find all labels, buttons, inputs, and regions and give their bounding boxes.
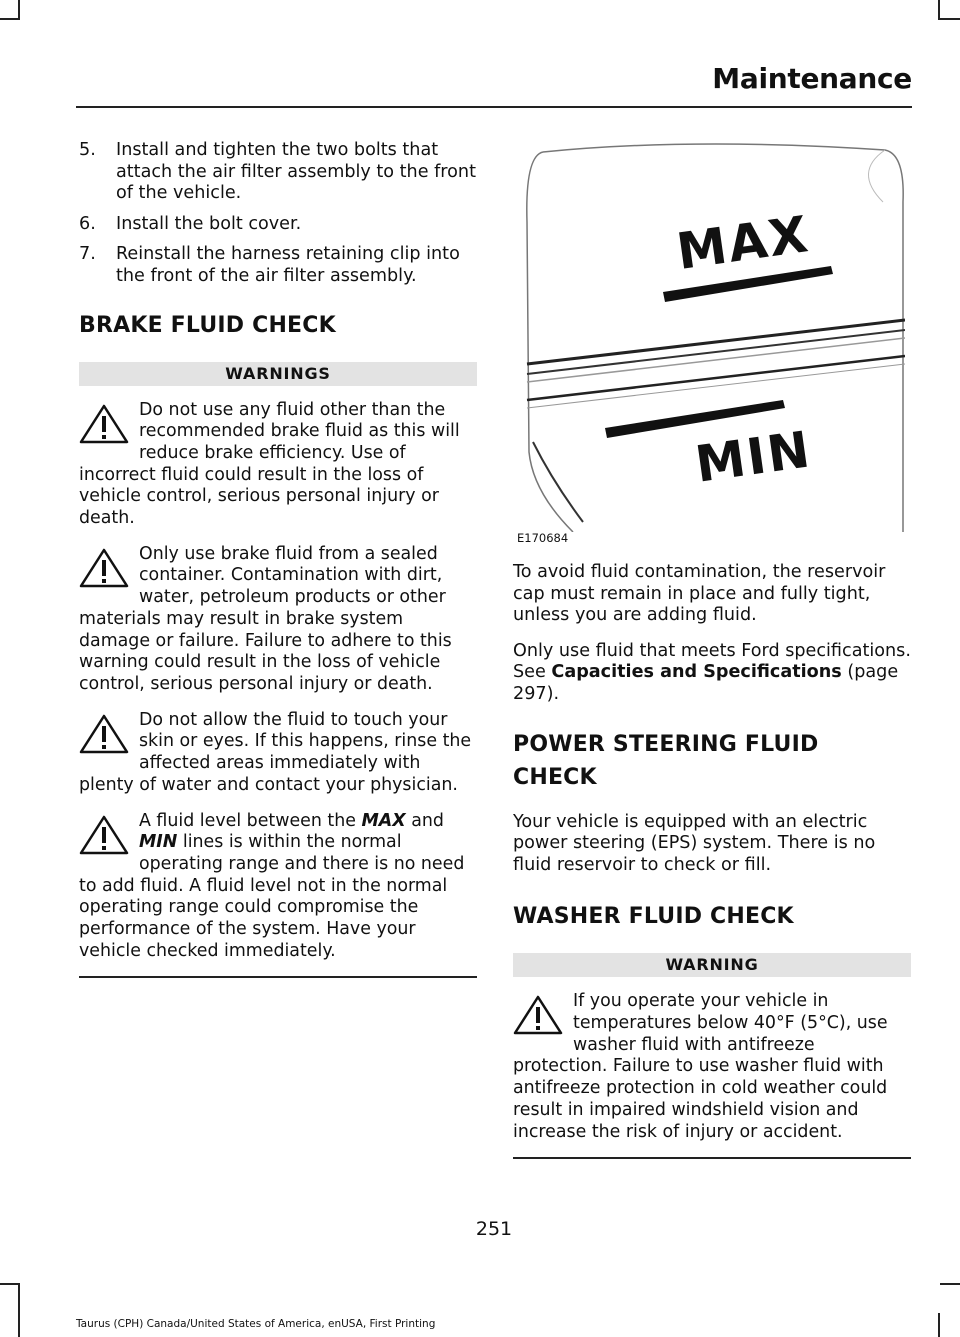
max-label: MAX	[673, 205, 814, 281]
warning-text	[79, 811, 477, 963]
paragraph-text: Only use fluid that meets Ford specifications. See	[513, 640, 911, 683]
step-number: 6.	[79, 213, 96, 234]
page-number: 251	[475, 1218, 513, 1240]
section-heading-brake-fluid: BRAKE FLUID CHECK	[79, 312, 336, 338]
warning-text-part: lines is within the normal operating range and there is no need to add fluid. A fluid level not in the normal operating range could compromise the performance of the system. Have your vehicle checked immediately.	[79, 832, 465, 961]
min-label: MIN	[691, 420, 815, 494]
warning-block	[79, 710, 477, 797]
crop-mark	[940, 1283, 960, 1285]
paragraph: To avoid fluid contamination, the reservoir cap must remain in place and fully tight, unless you are adding fluid.	[513, 562, 886, 626]
reservoir-figure	[513, 142, 905, 550]
figure-id: E170684	[517, 531, 569, 546]
crop-mark	[18, 1283, 20, 1337]
crop-mark	[938, 18, 960, 20]
warning-text: If you operate your vehicle in temperatures below 40°F (5°C), use washer fluid with antifreeze protection. Failure to use washer fluid with antifreeze protection in cold weather could result in impaired windshield vision and increase the risk of injury or accident.	[513, 991, 888, 1142]
footer-text: Taurus (CPH) Canada/United States of America, enUSA, First Printing	[76, 1318, 436, 1330]
warning-text: Do not allow the fluid to touch your skin or eyes. If this happens, rinse the affected areas immediately with plenty of water and contact your physician.	[79, 709, 472, 795]
left-column	[79, 140, 477, 978]
paragraph	[513, 641, 911, 706]
heading-line: CHECK	[513, 764, 597, 790]
section-heading-power-steering	[513, 728, 911, 794]
section-end-divider	[79, 976, 477, 978]
warning-block	[79, 400, 477, 530]
step-text: Install the bolt cover.	[116, 213, 302, 234]
warning-text: Only use brake fluid from a sealed container. Contamination with dirt, water, petroleum products or other materials may result in brake system damage or failure. Failure to adhere to this warning could result in the loss of vehicle control, serious personal injury or death.	[79, 543, 452, 694]
warning-block	[79, 811, 477, 963]
warning-block	[513, 991, 911, 1143]
step-number: 7.	[79, 244, 96, 265]
header-divider	[76, 106, 912, 108]
crop-mark	[938, 0, 940, 20]
step-text: Install and tighten the two bolts that attach the air filter assembly to the front of the vehicle.	[116, 140, 476, 204]
list-item	[79, 244, 477, 287]
section-end-divider	[513, 1157, 911, 1159]
warning-triangle-icon	[79, 714, 129, 754]
step-text: Reinstall the harness retaining clip into the front of the air filter assembly.	[116, 244, 460, 286]
warning-text-part: and	[405, 810, 444, 831]
warning-triangle-icon	[79, 404, 129, 444]
warnings-bar: WARNINGS	[79, 362, 477, 386]
list-item	[79, 214, 477, 236]
section-heading-washer-fluid: WASHER FLUID CHECK	[513, 904, 794, 930]
page-title: Maintenance	[712, 62, 912, 95]
warning-triangle-icon	[513, 995, 563, 1035]
crop-mark	[938, 1313, 940, 1337]
warning-text: Do not use any fluid other than the recommended brake fluid as this will reduce brake efficiency. Use of incorrect fluid could result in the loss of vehicle control, serious personal injury or death.	[79, 399, 460, 529]
warning-triangle-icon	[79, 815, 129, 855]
paragraph: Your vehicle is equipped with an electric power steering (EPS) system. There is no fluid reservoir to check or fill.	[513, 811, 876, 875]
right-column	[513, 142, 911, 1159]
heading-line: POWER STEERING FLUID	[513, 731, 819, 757]
max-keyword: MAX	[361, 810, 406, 831]
warning-triangle-icon	[79, 548, 129, 588]
cross-reference-link[interactable]: Capacities and Specifications	[551, 662, 842, 683]
crop-mark	[0, 18, 20, 20]
min-keyword: MIN	[139, 832, 178, 853]
warning-text-part: A fluid level between the	[139, 810, 362, 831]
paragraph-text: (page 297).	[513, 662, 899, 704]
warning-block	[79, 544, 477, 696]
list-item	[79, 140, 477, 205]
brake-reservoir-illustration	[513, 142, 905, 532]
step-number: 5.	[79, 140, 96, 160]
crop-mark	[0, 1283, 20, 1285]
warning-bar: WARNING	[513, 953, 911, 977]
crop-mark	[18, 0, 20, 20]
